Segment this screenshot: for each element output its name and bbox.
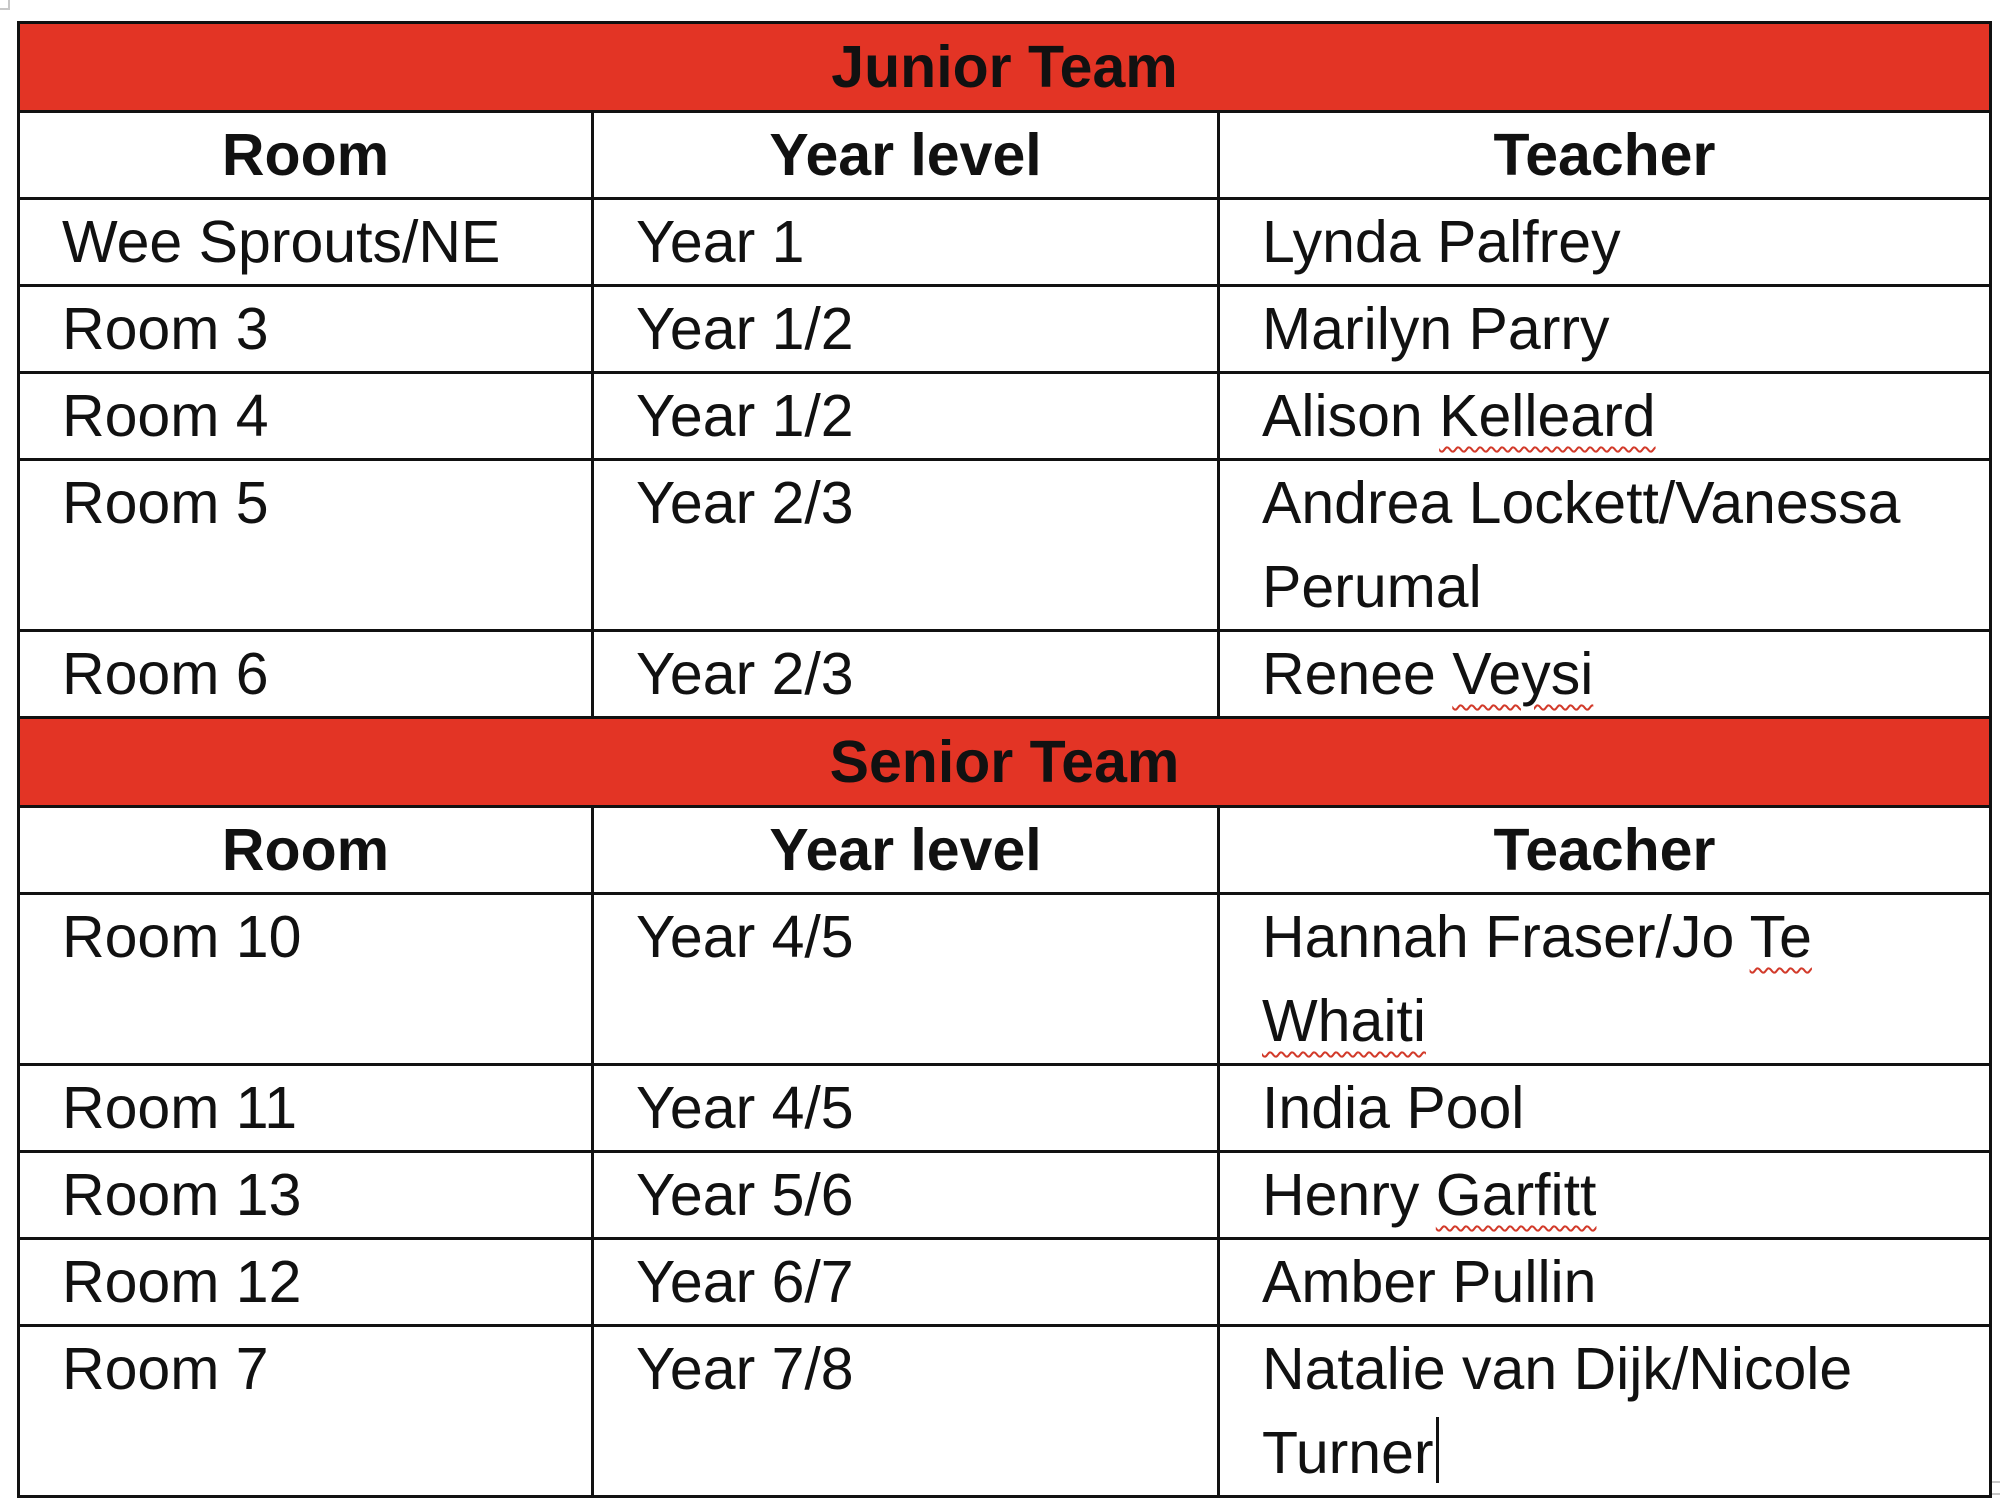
table-row: [19, 286, 1991, 373]
spellcheck-flagged-word[interactable]: Kelleard: [1439, 383, 1656, 449]
year-level-cell[interactable]: Year 6/7: [593, 1239, 1219, 1326]
teacher-cell[interactable]: India Pool: [1219, 1065, 1991, 1152]
spellcheck-flagged-word[interactable]: Veysi: [1452, 641, 1594, 707]
teacher-cell[interactable]: Natalie van Dijk/Nicole Turner: [1219, 1326, 1991, 1497]
year-level-cell[interactable]: Year 1/2: [593, 373, 1219, 460]
room-cell[interactable]: Wee Sprouts/NE: [19, 199, 593, 286]
table-row: [19, 1239, 1991, 1326]
staff-table: [17, 21, 1992, 1498]
teacher-cell[interactable]: Lynda Palfrey: [1219, 199, 1991, 286]
table-row: [19, 631, 1991, 718]
table-row: [19, 460, 1991, 631]
room-cell[interactable]: Room 11: [19, 1065, 593, 1152]
room-cell[interactable]: Room 7: [19, 1326, 593, 1497]
room-cell[interactable]: Room 10: [19, 894, 593, 1065]
column-header-room: Room: [19, 807, 593, 894]
column-header-year-level: Year level: [593, 807, 1219, 894]
teacher-cell[interactable]: Hannah Fraser/Jo Te Whaiti: [1219, 894, 1991, 1065]
year-level-cell[interactable]: Year 5/6: [593, 1152, 1219, 1239]
spellcheck-flagged-word[interactable]: Garfitt: [1435, 1162, 1597, 1228]
column-header-row: [19, 112, 1991, 199]
table-row: [19, 894, 1991, 1065]
room-cell[interactable]: Room 3: [19, 286, 593, 373]
team-header-row: [19, 718, 1991, 807]
room-cell[interactable]: Room 5: [19, 460, 593, 631]
team-title: Junior Team: [19, 23, 1991, 112]
spellcheck-flagged-word[interactable]: Whaiti: [1262, 988, 1426, 1054]
year-level-cell[interactable]: Year 1/2: [593, 286, 1219, 373]
year-level-cell[interactable]: Year 4/5: [593, 1065, 1219, 1152]
column-header-teacher: Teacher: [1219, 807, 1991, 894]
text-cursor: [1436, 1417, 1439, 1483]
table-row: [19, 1152, 1991, 1239]
teacher-cell[interactable]: Marilyn Parry: [1219, 286, 1991, 373]
team-title: Senior Team: [19, 718, 1991, 807]
corner-crop-mark: [0, 0, 10, 10]
column-header-row: [19, 807, 1991, 894]
table-row: [19, 373, 1991, 460]
teacher-cell[interactable]: Amber Pullin: [1219, 1239, 1991, 1326]
year-level-cell[interactable]: Year 2/3: [593, 631, 1219, 718]
team-header-row: [19, 23, 1991, 112]
year-level-cell[interactable]: Year 4/5: [593, 894, 1219, 1065]
teacher-cell[interactable]: Henry Garfitt: [1219, 1152, 1991, 1239]
table-row: [19, 199, 1991, 286]
room-cell[interactable]: Room 4: [19, 373, 593, 460]
column-header-year-level: Year level: [593, 112, 1219, 199]
spellcheck-flagged-word[interactable]: Te: [1749, 904, 1812, 970]
teacher-cell[interactable]: Andrea Lockett/Vanessa Perumal: [1219, 460, 1991, 631]
year-level-cell[interactable]: Year 2/3: [593, 460, 1219, 631]
room-cell[interactable]: Room 13: [19, 1152, 593, 1239]
table-row: [19, 1065, 1991, 1152]
table-row: [19, 1326, 1991, 1497]
room-cell[interactable]: Room 12: [19, 1239, 593, 1326]
year-level-cell[interactable]: Year 7/8: [593, 1326, 1219, 1497]
column-header-room: Room: [19, 112, 593, 199]
teacher-cell[interactable]: Alison Kelleard: [1219, 373, 1991, 460]
teacher-cell[interactable]: Renee Veysi: [1219, 631, 1991, 718]
room-cell[interactable]: Room 6: [19, 631, 593, 718]
column-header-teacher: Teacher: [1219, 112, 1991, 199]
year-level-cell[interactable]: Year 1: [593, 199, 1219, 286]
